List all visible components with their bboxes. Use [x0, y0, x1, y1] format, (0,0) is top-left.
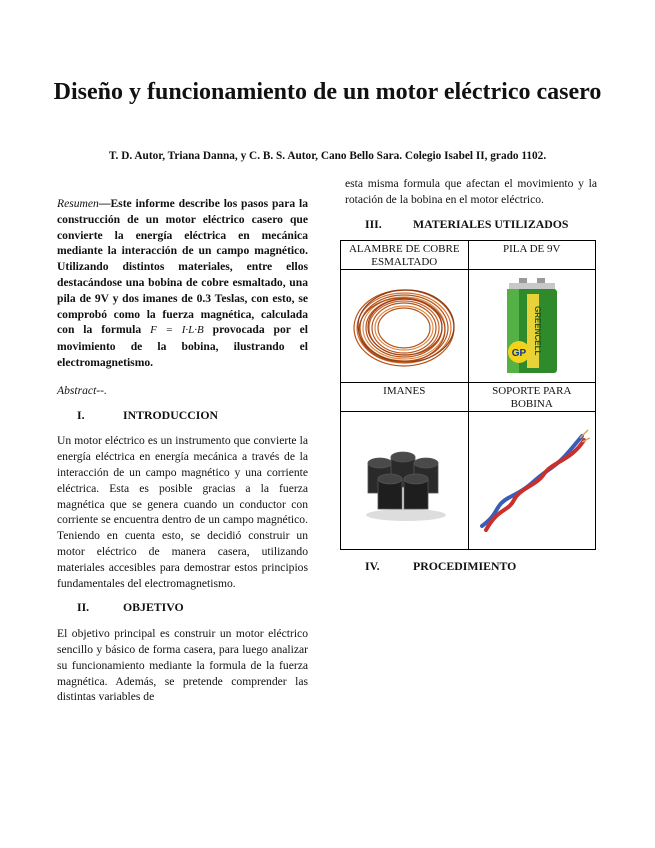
section-number: III.	[365, 216, 382, 231]
section-heading-objetivo	[57, 600, 308, 616]
right-column	[345, 176, 597, 583]
section-text-introduccion: Un motor eléctrico es un instrumento que convierte la energía eléctrica en energía mecánica a través de la interacción de un campo magnético y una corriente eléctrica. Esta es posible gracias a la fuerza magnética que se genera cuando un conductor con corriente se encuentra dentro de un campo magnético. Teniendo en cuenta esto, se decidió construir un motor eléctrico de manera casera, utilizando materiales accesibles para demostrar estos principios fundamentales del electromagnetismo.	[57, 434, 308, 590]
abstract-lead: Resumen	[57, 197, 99, 210]
material-label-alambre: ALAMBRE DE COBRE ESMALTADO	[341, 241, 469, 270]
abstract-formula: F = I·L·B	[150, 324, 204, 337]
material-label-soporte: SOPORTE PARA BOBINA	[468, 383, 596, 412]
material-label-pila: PILA DE 9V	[468, 241, 596, 270]
left-column	[57, 196, 308, 705]
section-heading-procedimiento	[345, 559, 597, 575]
section-title: PROCEDIMIENTO	[413, 559, 517, 574]
section-number: I.	[77, 407, 85, 422]
section-heading-introduccion	[57, 408, 308, 424]
section-number: II.	[77, 600, 90, 615]
battery-label: GREENCELL	[532, 306, 542, 356]
material-label-imanes: IMANES	[341, 383, 469, 412]
paper-authors: T. D. Autor, Triana Danna, y C. B. S. Autor, Cano Bello Sara. Colegio Isabel II, grado 1102.	[108, 150, 547, 162]
battery-brand: GP	[511, 348, 526, 360]
paper-title: Diseño y funcionamiento de un motor eléctrico casero	[53, 79, 602, 105]
section-title: MATERIALES UTILIZADOS	[413, 216, 569, 231]
battery-image	[468, 270, 596, 383]
materials-table	[340, 240, 596, 550]
section-text-objetivo: El objetivo principal es construir un motor eléctrico sencillo y básico de forma casera, para luego analizar su funcionamiento mediante la formula de la fuerza magnética. Además, se pretende comprender las distintas variables de	[57, 627, 308, 704]
abstract-tail: provocada por el movimiento de la bobina, ilustrando el electromagnetismo.	[57, 323, 308, 369]
section-title: OBJETIVO	[123, 600, 184, 615]
section-heading-materiales	[345, 217, 597, 233]
copper-wire-image	[341, 270, 469, 383]
section-number: IV.	[365, 559, 380, 574]
abstract	[57, 196, 308, 371]
abstract-english: Abstract--.	[57, 383, 107, 397]
twisted-wire-image	[468, 412, 596, 550]
abstract-body: —Este informe describe los pasos para la construcción de un motor eléctrico casero que convierte la energía eléctrica en mecánica mediante la interacción de un campo magnético. Utilizando distintos materiales, entre ellos destacándose una bobina de cobre esmaltado, una pila de 9V y dos imanes de 0.3 Teslas, con esto, se comprobó como la fuerza magnética, calculada con la formula	[57, 197, 308, 337]
magnets-image	[341, 412, 469, 550]
section-title: INTRODUCCION	[123, 407, 219, 422]
objetivo-continuation: esta misma formula que afectan el movimiento y la rotación de la bobina en el motor eléctrico.	[345, 177, 597, 206]
